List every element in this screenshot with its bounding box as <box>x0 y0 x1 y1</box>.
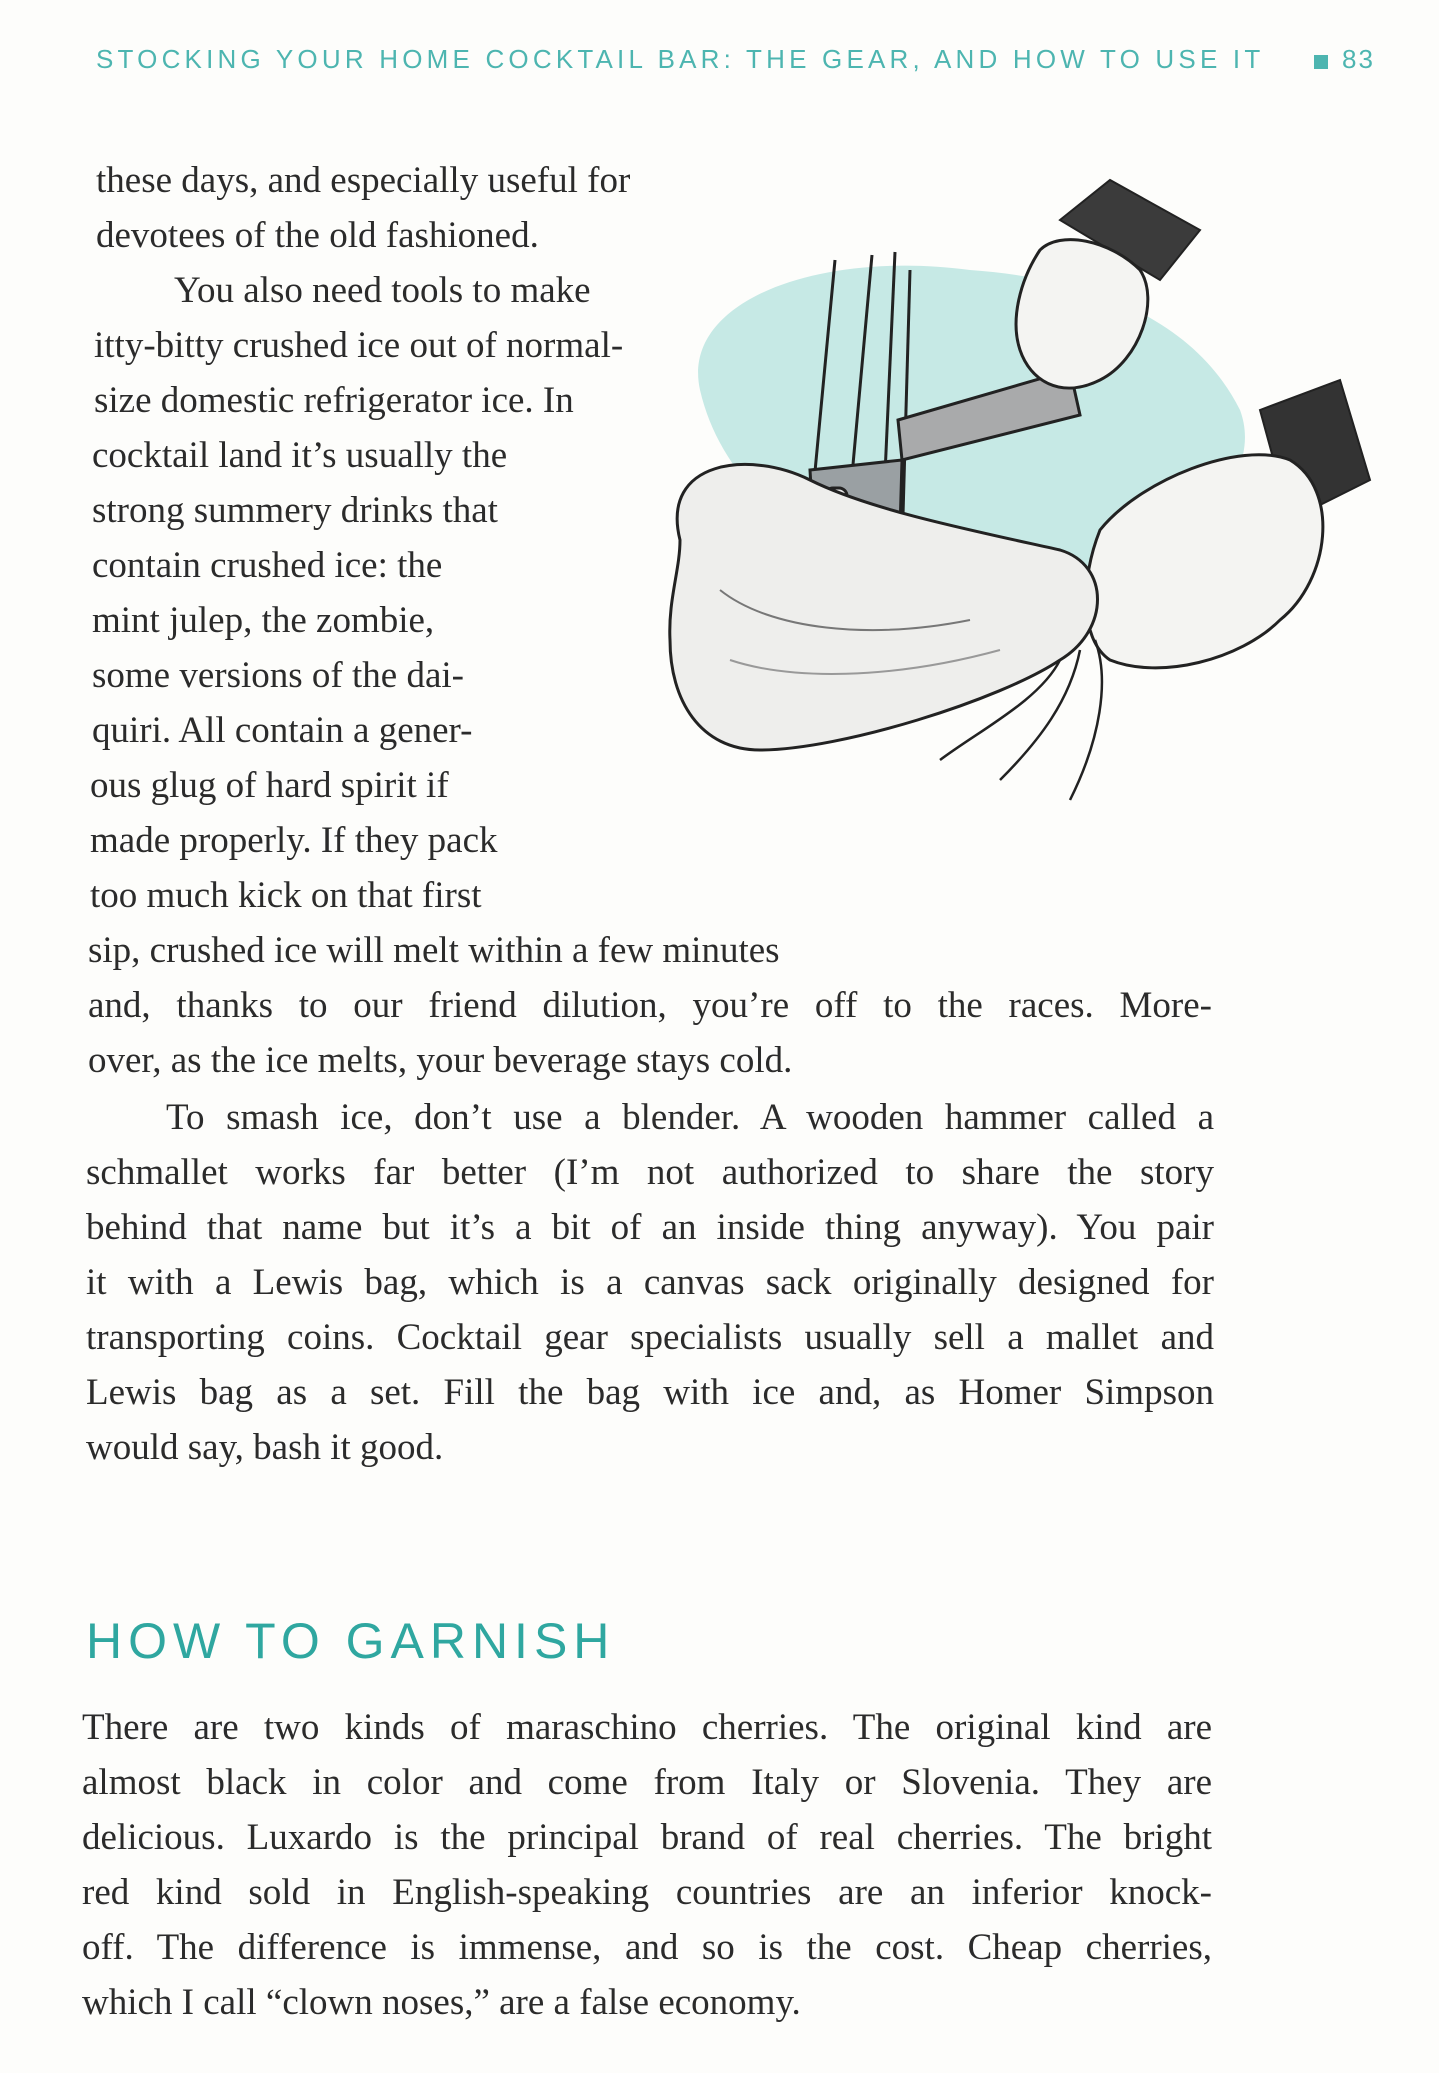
body-line: ous glug of hard spirit if <box>90 765 449 806</box>
mallet-and-lewis-bag-illustration <box>640 160 1400 860</box>
section-line: off. The difference is immense, and so is the cost. Cheap cherries, <box>82 1927 1212 1968</box>
section-line: red kind sold in English-speaking countries are an inferior knock- <box>82 1872 1212 1913</box>
section-line: There are two kinds of maraschino cherries. The original kind are <box>82 1707 1212 1748</box>
body-line: devotees of the old fashioned. <box>96 215 539 256</box>
body-line: would say, bash it good. <box>86 1427 444 1468</box>
running-header <box>96 44 1386 84</box>
body-line: transporting coins. Cocktail gear specialists usually sell a mallet and <box>86 1317 1214 1358</box>
section-line: which I call “clown noses,” are a false economy. <box>82 1982 801 2023</box>
body-line: made properly. If they pack <box>90 820 498 861</box>
section-line: delicious. Luxardo is the principal brand of real cherries. The bright <box>82 1817 1212 1858</box>
body-line: quiri. All contain a gener- <box>92 710 473 751</box>
body-line: strong summery drinks that <box>92 490 498 531</box>
page-number: 83 <box>1342 44 1375 74</box>
body-line: too much kick on that first <box>90 875 482 916</box>
body-line: size domestic refrigerator ice. In <box>94 380 574 421</box>
body-line: cocktail land it’s usually the <box>92 435 508 476</box>
section-heading: HOW TO GARNISH <box>86 1613 616 1669</box>
body-line: contain crushed ice: the <box>92 545 443 586</box>
body-line: To smash ice, don’t use a blender. A wooden hammer called a <box>166 1097 1214 1138</box>
header-bullet <box>1314 55 1328 69</box>
running-title: STOCKING YOUR HOME COCKTAIL BAR: THE GEAR, AND HOW TO USE IT <box>96 44 1265 74</box>
body-line: schmallet works far better (I’m not authorized to share the story <box>86 1152 1214 1193</box>
body-line: these days, and especially useful for <box>96 160 631 201</box>
body-line: mint julep, the zombie, <box>92 600 435 641</box>
section-line: almost black in color and come from Italy or Slovenia. They are <box>82 1762 1212 1803</box>
body-line: behind that name but it’s a bit of an inside thing anyway). You pair <box>86 1207 1214 1248</box>
body-line: some versions of the dai- <box>92 655 464 696</box>
body-line: sip, crushed ice will melt within a few minutes <box>88 930 780 971</box>
body-line: and, thanks to our friend dilution, you’re off to the races. More- <box>88 985 1212 1026</box>
body-line: it with a Lewis bag, which is a canvas sack originally designed for <box>86 1262 1214 1303</box>
body-line: Lewis bag as a set. Fill the bag with ice and, as Homer Simpson <box>86 1372 1214 1413</box>
body-line: You also need tools to make <box>174 270 591 311</box>
body-line: over, as the ice melts, your beverage stays cold. <box>88 1040 793 1081</box>
body-line: itty-bitty crushed ice out of normal- <box>94 325 624 366</box>
